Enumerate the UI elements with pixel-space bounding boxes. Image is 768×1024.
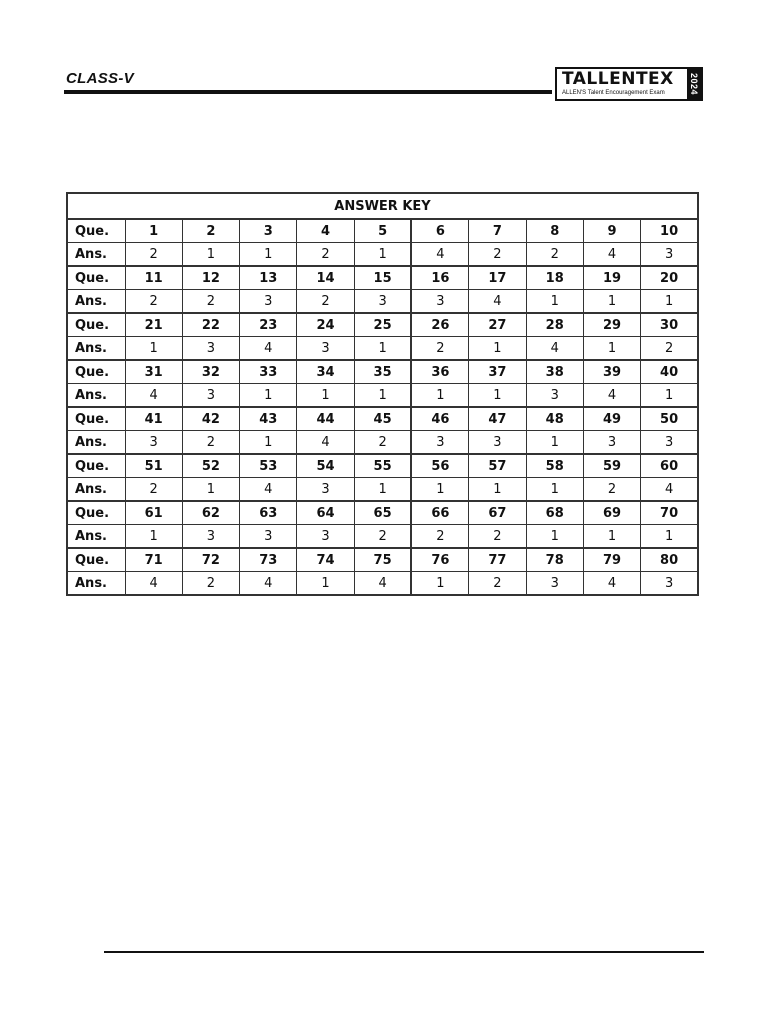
- question-number: 18: [526, 266, 583, 290]
- answer-option: 2: [411, 337, 468, 361]
- answer-option: 1: [469, 478, 526, 502]
- question-number: 42: [182, 407, 239, 431]
- answer-option: 2: [354, 525, 411, 549]
- answer-option: 3: [411, 290, 468, 314]
- logo-year-badge: [687, 69, 701, 99]
- answer-option: 1: [125, 337, 182, 361]
- answer-option: 2: [297, 243, 354, 267]
- answer-row: [67, 243, 698, 267]
- answer-option: 3: [125, 431, 182, 455]
- question-number: 70: [641, 501, 698, 525]
- question-number: 45: [354, 407, 411, 431]
- answer-option: 3: [297, 478, 354, 502]
- answer-option: 4: [354, 572, 411, 596]
- question-number: 6: [411, 219, 468, 243]
- question-row-label: Que.: [67, 360, 125, 384]
- question-number: 46: [411, 407, 468, 431]
- answer-option: 3: [297, 337, 354, 361]
- question-row: [67, 548, 698, 572]
- question-number: 51: [125, 454, 182, 478]
- question-number: 68: [526, 501, 583, 525]
- question-number: 5: [354, 219, 411, 243]
- footer-rule: [104, 951, 704, 953]
- question-number: 10: [641, 219, 698, 243]
- question-number: 74: [297, 548, 354, 572]
- answer-option: 3: [182, 337, 239, 361]
- question-number: 37: [469, 360, 526, 384]
- question-number: 53: [240, 454, 297, 478]
- question-number: 21: [125, 313, 182, 337]
- answer-row-label: Ans.: [67, 290, 125, 314]
- question-number: 65: [354, 501, 411, 525]
- answer-option: 1: [182, 243, 239, 267]
- answer-option: 2: [641, 337, 698, 361]
- answer-row: [67, 337, 698, 361]
- question-number: 39: [583, 360, 640, 384]
- answer-row: [67, 384, 698, 408]
- answer-option: 1: [526, 431, 583, 455]
- question-row: [67, 454, 698, 478]
- question-number: 3: [240, 219, 297, 243]
- answer-row-label: Ans.: [67, 243, 125, 267]
- question-row-label: Que.: [67, 219, 125, 243]
- question-number: 56: [411, 454, 468, 478]
- question-number: 34: [297, 360, 354, 384]
- answer-option: 1: [469, 384, 526, 408]
- question-number: 13: [240, 266, 297, 290]
- question-number: 31: [125, 360, 182, 384]
- answer-option: 3: [526, 572, 583, 596]
- question-number: 63: [240, 501, 297, 525]
- question-row-label: Que.: [67, 407, 125, 431]
- answer-option: 2: [182, 431, 239, 455]
- question-row-label: Que.: [67, 548, 125, 572]
- question-number: 40: [641, 360, 698, 384]
- answer-option: 1: [297, 572, 354, 596]
- question-number: 73: [240, 548, 297, 572]
- answer-option: 2: [469, 572, 526, 596]
- question-number: 7: [469, 219, 526, 243]
- answer-option: 2: [182, 572, 239, 596]
- logo-year: 2024: [689, 72, 699, 96]
- answer-option: 4: [526, 337, 583, 361]
- answer-option: 1: [297, 384, 354, 408]
- question-number: 76: [411, 548, 468, 572]
- answer-row-label: Ans.: [67, 572, 125, 596]
- question-number: 69: [583, 501, 640, 525]
- question-number: 11: [125, 266, 182, 290]
- question-row: [67, 407, 698, 431]
- answer-option: 1: [182, 478, 239, 502]
- question-number: 22: [182, 313, 239, 337]
- question-number: 25: [354, 313, 411, 337]
- answer-option: 1: [354, 384, 411, 408]
- answer-key-table: [66, 192, 699, 596]
- question-number: 26: [411, 313, 468, 337]
- answer-option: 1: [411, 572, 468, 596]
- answer-option: 4: [583, 384, 640, 408]
- question-number: 19: [583, 266, 640, 290]
- answer-option: 3: [641, 243, 698, 267]
- question-number: 1: [125, 219, 182, 243]
- question-number: 55: [354, 454, 411, 478]
- answer-row-label: Ans.: [67, 384, 125, 408]
- answer-row-label: Ans.: [67, 337, 125, 361]
- answer-option: 4: [240, 572, 297, 596]
- question-row-label: Que.: [67, 454, 125, 478]
- answer-option: 4: [297, 431, 354, 455]
- answer-row: [67, 525, 698, 549]
- question-number: 41: [125, 407, 182, 431]
- question-number: 2: [182, 219, 239, 243]
- question-number: 79: [583, 548, 640, 572]
- answer-option: 1: [526, 525, 583, 549]
- answer-option: 3: [469, 431, 526, 455]
- question-row: [67, 219, 698, 243]
- answer-option: 4: [469, 290, 526, 314]
- question-row: [67, 501, 698, 525]
- answer-option: 3: [240, 525, 297, 549]
- answer-option: 3: [411, 431, 468, 455]
- question-number: 75: [354, 548, 411, 572]
- question-number: 60: [641, 454, 698, 478]
- question-number: 33: [240, 360, 297, 384]
- answer-option: 1: [526, 290, 583, 314]
- answer-row: [67, 478, 698, 502]
- answer-option: 4: [125, 384, 182, 408]
- answer-option: 3: [641, 572, 698, 596]
- answer-row-label: Ans.: [67, 431, 125, 455]
- answer-option: 2: [583, 478, 640, 502]
- question-number: 8: [526, 219, 583, 243]
- question-number: 29: [583, 313, 640, 337]
- answer-option: 2: [125, 290, 182, 314]
- answer-option: 3: [182, 525, 239, 549]
- answer-option: 4: [641, 478, 698, 502]
- question-number: 57: [469, 454, 526, 478]
- question-number: 52: [182, 454, 239, 478]
- header-rule: [64, 90, 552, 94]
- answer-key-title: ANSWER KEY: [67, 193, 698, 219]
- question-number: 12: [182, 266, 239, 290]
- answer-key-body: [67, 219, 698, 595]
- answer-option: 3: [182, 384, 239, 408]
- question-number: 36: [411, 360, 468, 384]
- answer-option: 3: [583, 431, 640, 455]
- question-row-label: Que.: [67, 501, 125, 525]
- answer-row: [67, 290, 698, 314]
- answer-option: 2: [182, 290, 239, 314]
- answer-option: 1: [411, 478, 468, 502]
- answer-row: [67, 572, 698, 596]
- answer-option: 4: [583, 572, 640, 596]
- answer-row: [67, 431, 698, 455]
- answer-option: 2: [411, 525, 468, 549]
- answer-option: 2: [297, 290, 354, 314]
- question-row: [67, 360, 698, 384]
- answer-option: 1: [354, 243, 411, 267]
- question-number: 47: [469, 407, 526, 431]
- question-number: 17: [469, 266, 526, 290]
- question-number: 4: [297, 219, 354, 243]
- answer-option: 2: [469, 525, 526, 549]
- answer-option: 3: [641, 431, 698, 455]
- answer-option: 1: [354, 478, 411, 502]
- question-number: 71: [125, 548, 182, 572]
- answer-option: 2: [526, 243, 583, 267]
- answer-option: 1: [583, 290, 640, 314]
- question-number: 24: [297, 313, 354, 337]
- question-number: 77: [469, 548, 526, 572]
- answer-option: 1: [240, 384, 297, 408]
- question-number: 23: [240, 313, 297, 337]
- answer-option: 3: [240, 290, 297, 314]
- question-number: 9: [583, 219, 640, 243]
- question-number: 16: [411, 266, 468, 290]
- answer-option: 1: [240, 431, 297, 455]
- answer-option: 2: [354, 431, 411, 455]
- question-row-label: Que.: [67, 266, 125, 290]
- question-row: [67, 266, 698, 290]
- question-number: 58: [526, 454, 583, 478]
- answer-row-label: Ans.: [67, 525, 125, 549]
- answer-option: 1: [354, 337, 411, 361]
- answer-option: 1: [641, 525, 698, 549]
- question-number: 14: [297, 266, 354, 290]
- answer-option: 3: [297, 525, 354, 549]
- question-number: 38: [526, 360, 583, 384]
- question-number: 64: [297, 501, 354, 525]
- answer-option: 4: [125, 572, 182, 596]
- question-number: 72: [182, 548, 239, 572]
- answer-option: 4: [411, 243, 468, 267]
- question-number: 66: [411, 501, 468, 525]
- question-number: 54: [297, 454, 354, 478]
- answer-option: 1: [125, 525, 182, 549]
- question-number: 80: [641, 548, 698, 572]
- answer-option: 1: [240, 243, 297, 267]
- question-number: 27: [469, 313, 526, 337]
- answer-option: 1: [526, 478, 583, 502]
- question-number: 20: [641, 266, 698, 290]
- class-label: CLASS-V: [66, 70, 134, 87]
- question-number: 59: [583, 454, 640, 478]
- answer-option: 1: [583, 337, 640, 361]
- question-number: 28: [526, 313, 583, 337]
- answer-row-label: Ans.: [67, 478, 125, 502]
- tallentex-logo: [555, 67, 703, 101]
- answer-option: 1: [411, 384, 468, 408]
- answer-option: 4: [240, 337, 297, 361]
- question-number: 43: [240, 407, 297, 431]
- question-number: 15: [354, 266, 411, 290]
- question-number: 78: [526, 548, 583, 572]
- logo-tagline: ALLEN'S Talent Encouragement Exam: [562, 90, 665, 96]
- question-number: 61: [125, 501, 182, 525]
- answer-option: 3: [354, 290, 411, 314]
- question-number: 35: [354, 360, 411, 384]
- answer-option: 1: [583, 525, 640, 549]
- question-number: 44: [297, 407, 354, 431]
- question-number: 32: [182, 360, 239, 384]
- answer-option: 1: [641, 384, 698, 408]
- logo-brand: TALLENTEX: [562, 69, 674, 89]
- question-row-label: Que.: [67, 313, 125, 337]
- answer-option: 2: [125, 243, 182, 267]
- answer-option: 2: [469, 243, 526, 267]
- question-number: 48: [526, 407, 583, 431]
- answer-option: 3: [526, 384, 583, 408]
- question-number: 67: [469, 501, 526, 525]
- answer-option: 1: [641, 290, 698, 314]
- question-number: 62: [182, 501, 239, 525]
- answer-option: 2: [125, 478, 182, 502]
- question-number: 49: [583, 407, 640, 431]
- answer-option: 1: [469, 337, 526, 361]
- answer-option: 4: [583, 243, 640, 267]
- question-row: [67, 313, 698, 337]
- answer-option: 4: [240, 478, 297, 502]
- question-number: 30: [641, 313, 698, 337]
- question-number: 50: [641, 407, 698, 431]
